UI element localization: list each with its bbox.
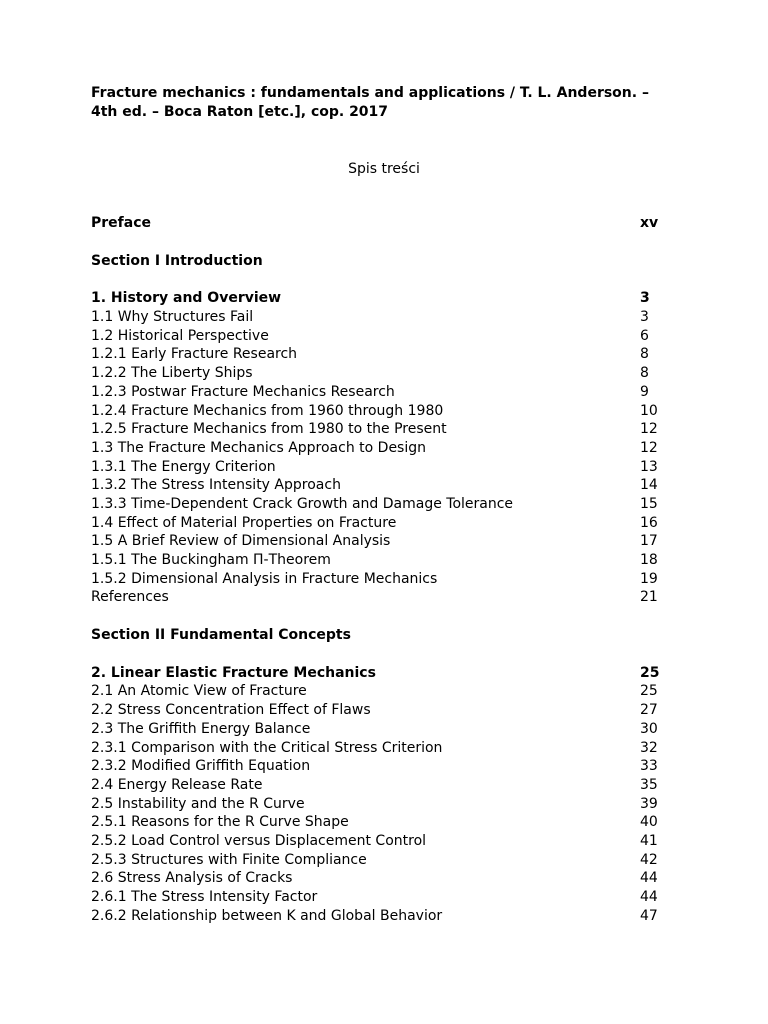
toc-entry-label: 2.6.2 Relationship between K and Global Behavior <box>91 907 443 924</box>
toc-entry <box>91 888 671 907</box>
toc-entry <box>91 495 671 514</box>
toc-entry <box>91 570 671 589</box>
toc-entry <box>91 664 671 683</box>
toc-entry-label: 1.1 Why Structures Fail <box>91 309 254 326</box>
toc-entry-label: 2.2 Stress Concentration Effect of Flaws <box>91 702 371 719</box>
toc-spacer <box>91 233 671 252</box>
toc-entry-label: 2.3 The Griffith Energy Balance <box>91 720 311 737</box>
toc-entry-page: 35 <box>640 776 658 793</box>
toc-spacer <box>91 607 671 626</box>
toc-entry <box>91 588 671 607</box>
toc-entry <box>91 476 671 495</box>
toc-entry-page: 40 <box>640 814 658 831</box>
toc-entry <box>91 701 671 720</box>
toc-entry <box>91 851 671 870</box>
toc-entry <box>91 345 671 364</box>
toc-entry <box>91 327 671 346</box>
toc-entry <box>91 214 671 233</box>
toc-entry-page: 9 <box>640 383 649 400</box>
toc-entry-label: 2.5.2 Load Control versus Displacement Control <box>91 832 427 849</box>
toc-entry <box>91 720 671 739</box>
heading-line-1: Fracture mechanics : fundamentals and applications / T. L. Anderson. – <box>91 85 649 101</box>
toc-entry <box>91 869 671 888</box>
toc-entry-page: 25 <box>640 664 660 681</box>
toc-entry-label: 1.2 Historical Perspective <box>91 327 269 344</box>
toc-entry-label: 1.5.2 Dimensional Analysis in Fracture Mechanics <box>91 570 438 587</box>
toc-entry <box>91 832 671 851</box>
toc-entry-label: 1.3 The Fracture Mechanics Approach to Design <box>91 439 426 456</box>
toc-entry <box>91 514 671 533</box>
toc-entry <box>91 757 671 776</box>
toc-entry-page: 44 <box>640 889 658 905</box>
toc-entry-page: 3 <box>640 290 650 307</box>
toc-entry-label: 1.4 Effect of Material Properties on Fracture <box>91 514 397 531</box>
toc-entry <box>91 739 671 758</box>
toc-entry-label: 2.6 Stress Analysis of Cracks <box>91 870 293 887</box>
toc-entry-page: 30 <box>640 720 658 737</box>
toc-entry-page: 16 <box>640 514 658 531</box>
toc-entry <box>91 532 671 551</box>
toc-entry-label: Section I Introduction <box>91 252 263 269</box>
toc-entry-label: 1. History and Overview <box>91 290 282 307</box>
toc-entry-label: Preface <box>91 215 151 231</box>
toc-entry-page: 32 <box>640 739 658 756</box>
toc-entry <box>91 402 671 421</box>
toc-entry-page: 39 <box>640 795 658 812</box>
toc-entry <box>91 420 671 439</box>
toc-entry-page: 15 <box>640 495 658 512</box>
toc-entry-page: 42 <box>640 851 658 868</box>
toc-entry <box>91 907 671 926</box>
toc-entry <box>91 289 671 308</box>
toc-entry <box>91 364 671 383</box>
toc-entry <box>91 682 671 701</box>
toc-entry-label: 1.5 A Brief Review of Dimensional Analysis <box>91 533 391 550</box>
toc-entry-page: 12 <box>640 439 658 456</box>
toc-entry-page: 8 <box>640 365 649 382</box>
bibliographic-heading <box>91 84 681 122</box>
toc-entry-page: 19 <box>640 570 658 587</box>
toc-entry-page: 44 <box>640 870 658 887</box>
toc-entry-label: 1.2.3 Postwar Fracture Mechanics Research <box>91 383 395 400</box>
toc-entry-page: 12 <box>640 421 658 438</box>
toc-entry-page: 8 <box>640 346 649 363</box>
toc-entry-page: 27 <box>640 702 658 719</box>
toc-entry-label: References <box>91 589 169 606</box>
toc-entry-page: 25 <box>640 683 658 700</box>
toc-entry <box>91 813 671 832</box>
toc-entry-label: 1.2.1 Early Fracture Research <box>91 346 298 363</box>
toc-entry-page: 3 <box>640 309 649 326</box>
toc-entry <box>91 439 671 458</box>
toc-entry-page: 18 <box>640 552 658 568</box>
toc-entry-label: 2.5 Instability and the R Curve <box>91 795 305 812</box>
toc-entry <box>91 551 671 570</box>
toc-entry-label: Section II Fundamental Concepts <box>91 627 351 644</box>
toc-entry-label: 2. Linear Elastic Fracture Mechanics <box>91 664 376 681</box>
toc-entry-page: 14 <box>640 477 658 494</box>
toc-entry-label: 2.5.3 Structures with Finite Compliance <box>91 851 367 868</box>
toc-entry-page: 33 <box>640 758 658 775</box>
toc-entry <box>91 308 671 327</box>
toc-entry-page: 10 <box>640 402 658 419</box>
toc-entry-label: 1.5.1 The Buckingham Π-Theorem <box>91 552 331 568</box>
toc-spacer <box>91 270 671 289</box>
toc-entry-page: 47 <box>640 907 658 924</box>
toc-entry-label: 2.3.2 Modified Griffith Equation <box>91 758 311 775</box>
toc-entry <box>91 795 671 814</box>
toc-entry-page: 21 <box>640 589 658 606</box>
toc-entry-page: xv <box>640 215 659 231</box>
toc-entry <box>91 626 671 645</box>
toc-entry-label: 2.5.1 Reasons for the R Curve Shape <box>91 814 349 831</box>
toc-entry <box>91 383 671 402</box>
toc-entry-label: 2.6.1 The Stress Intensity Factor <box>91 889 318 905</box>
toc-entry-label: 1.2.5 Fracture Mechanics from 1980 to the Present <box>91 421 447 438</box>
toc-entry-label: 1.3.3 Time-Dependent Crack Growth and Damage Tolerance <box>91 495 514 512</box>
toc-entry <box>91 252 671 271</box>
toc-entry-page: 41 <box>640 832 658 849</box>
toc-entry-label: 2.3.1 Comparison with the Critical Stress Criterion <box>91 739 443 756</box>
table-of-contents <box>91 214 671 925</box>
toc-entry-label: 1.3.1 The Energy Criterion <box>91 458 276 475</box>
heading-line-2: 4th ed. – Boca Raton [etc.], cop. 2017 <box>91 104 389 120</box>
toc-entry <box>91 776 671 795</box>
toc-entry-page: 13 <box>640 458 658 475</box>
toc-entry-label: 1.3.2 The Stress Intensity Approach <box>91 477 341 494</box>
toc-title: Spis treści <box>348 161 420 177</box>
toc-entry-page: 17 <box>640 533 658 550</box>
toc-spacer <box>91 645 671 664</box>
toc-entry-label: 2.4 Energy Release Rate <box>91 776 263 793</box>
toc-entry-label: 1.2.2 The Liberty Ships <box>91 365 253 382</box>
toc-entry <box>91 458 671 477</box>
toc-entry-label: 1.2.4 Fracture Mechanics from 1960 through 1980 <box>91 402 444 419</box>
toc-entry-page: 6 <box>640 327 649 344</box>
toc-entry-label: 2.1 An Atomic View of Fracture <box>91 683 307 700</box>
